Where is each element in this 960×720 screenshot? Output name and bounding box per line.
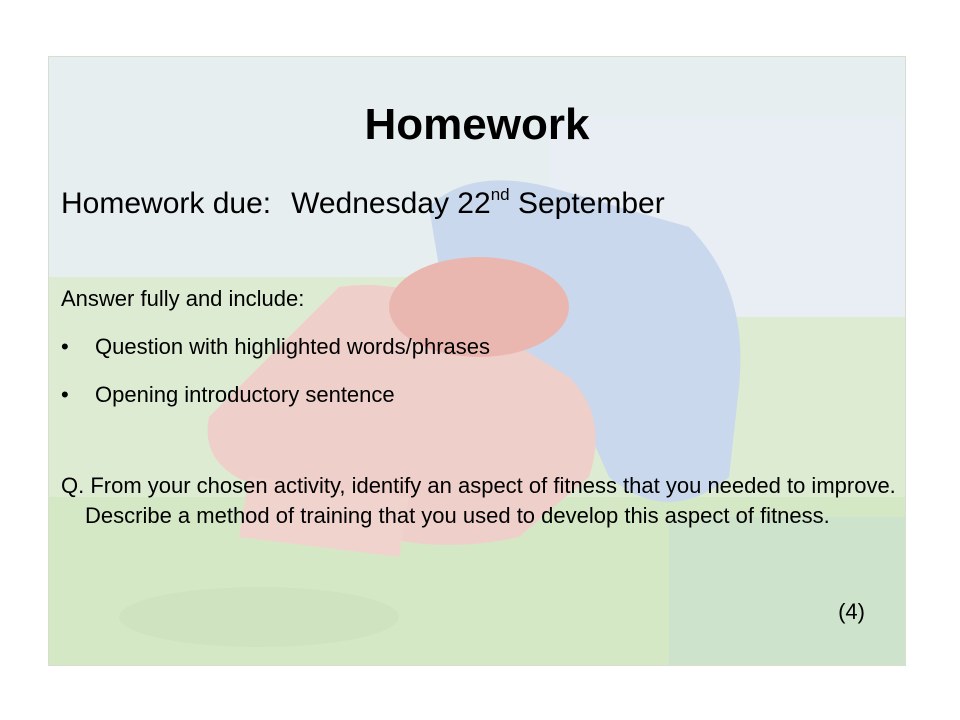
instructions-intro: Answer fully and include: xyxy=(61,286,305,311)
due-month: September xyxy=(517,187,665,220)
bullet-text: Question with highlighted words/phrases xyxy=(95,334,491,359)
bullet-marker: • xyxy=(61,334,69,359)
list-item xyxy=(61,333,490,361)
due-ordinal-suffix: nd xyxy=(490,185,510,204)
slide-title: Homework xyxy=(364,100,590,149)
due-date-line xyxy=(61,179,665,222)
marks-value: (4) xyxy=(838,599,865,624)
due-day: Wednesday 22 xyxy=(291,187,491,220)
due-label: Homework due: xyxy=(61,187,272,220)
bullet-text: Opening introductory sentence xyxy=(95,382,395,407)
bullet-marker: • xyxy=(61,382,69,407)
question-text: Q. From your chosen activity, identify an aspect of fitness that you needed to improve. Describe a method of training that you used to develop this aspect of fitness. xyxy=(61,473,896,528)
list-item xyxy=(61,381,490,409)
slide xyxy=(48,56,906,666)
bullet-list xyxy=(61,333,490,429)
